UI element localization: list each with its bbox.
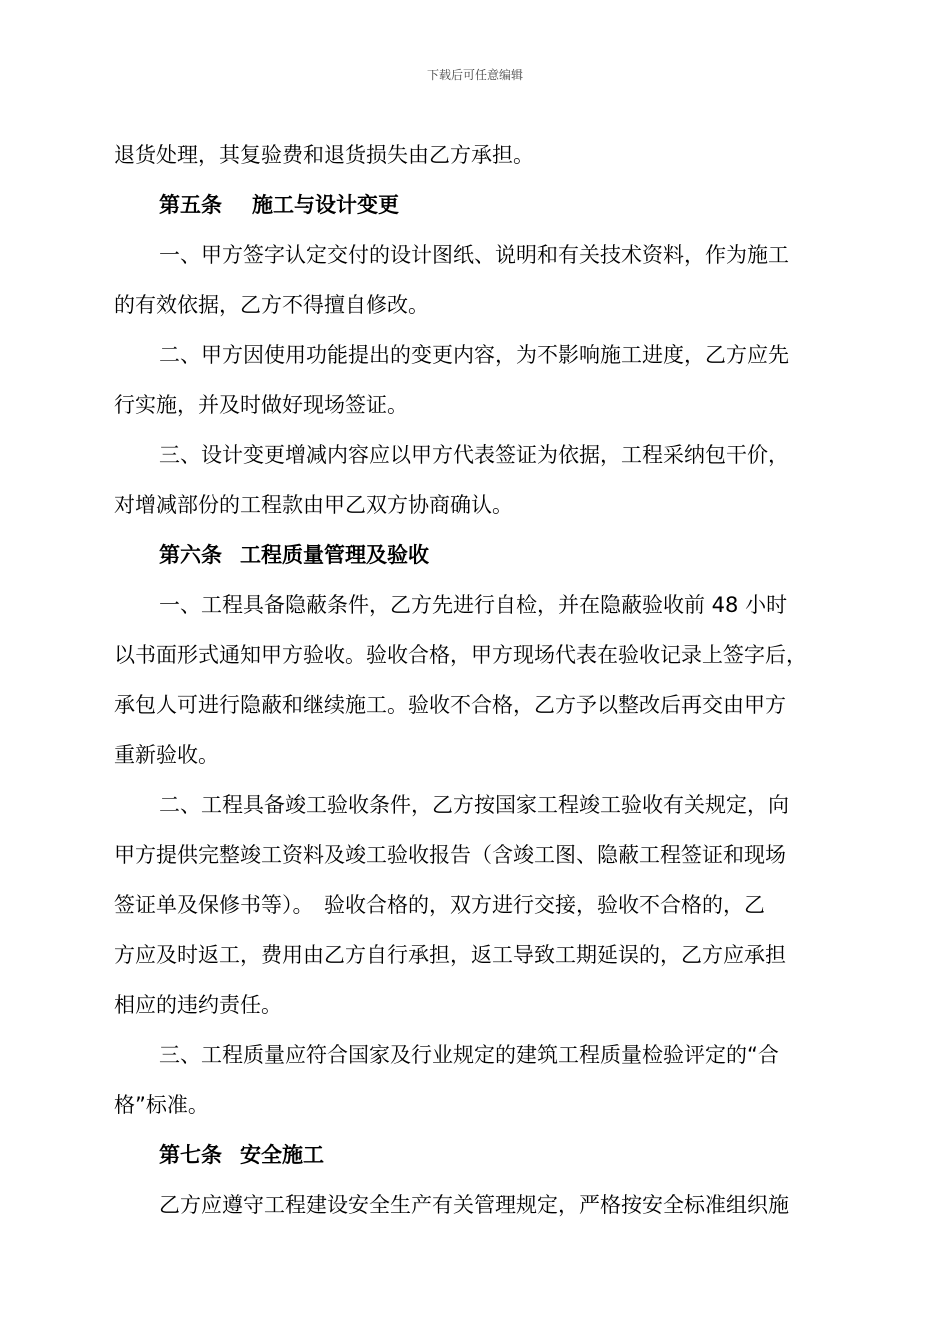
- paragraph-line: 方应及时返工，费用由乙方自行承担，返工导致工期延误的，乙方应承担: [114, 943, 786, 967]
- paragraph-line: 行实施，并及时做好现场签证。: [114, 393, 408, 417]
- paragraph-line: 重新验收。: [114, 743, 219, 767]
- paragraph-line: 三、设计变更增减内容应以甲方代表签证为依据，工程采纳包干价，: [159, 443, 789, 467]
- paragraph-line: 以书面形式通知甲方验收。验收合格，甲方现场代表在验收记录上签字后，: [114, 643, 807, 667]
- paragraph-line: 承包人可进行隐蔽和继续施工。验收不合格，乙方予以整改后再交由甲方: [114, 693, 786, 717]
- article-title: 工程质量管理及验收: [240, 543, 429, 567]
- paragraph-line: 一、工程具备隐蔽条件，乙方先进行自检，并在隐蔽验收前 48 小时: [159, 593, 788, 617]
- paragraph-line: 的有效依据，乙方不得擅自修改。: [114, 293, 429, 317]
- article-title: 安全施工: [240, 1143, 324, 1167]
- paragraph-line: 甲方提供完整竣工资料及竣工验收报告（含竣工图、隐蔽工程签证和现场: [114, 843, 786, 867]
- article-heading-7: [114, 1130, 839, 1180]
- paragraph-line: 相应的违约责任。: [114, 993, 282, 1017]
- article-title: 施工与设计变更: [252, 193, 399, 217]
- paragraph-line: 二、工程具备竣工验收条件，乙方按国家工程竣工验收有关规定，向: [159, 793, 789, 817]
- article-number: 第六条: [159, 543, 222, 567]
- paragraph-line: 对增减部份的工程款由甲乙双方协商确认。: [114, 493, 513, 517]
- paragraph-line: 一、甲方签字认定交付的设计图纸、说明和有关技术资料，作为施工: [159, 243, 789, 267]
- page-header: 下载后可任意编辑: [426, 68, 523, 82]
- article-number: 第五条: [159, 193, 222, 217]
- paragraph-line: 格”标准。: [114, 1093, 209, 1117]
- article-heading-5: [114, 180, 839, 230]
- paragraph-line: 退货处理，其复验费和退货损失由乙方承担。: [114, 143, 534, 167]
- article-number: 第七条: [159, 1143, 222, 1167]
- paragraph-line: 二、甲方因使用功能提出的变更内容，为不影响施工进度，乙方应先: [159, 343, 789, 367]
- paragraph-line: 签证单及保修书等）。 验收合格的，双方进行交接，验收不合格的，乙: [114, 893, 765, 917]
- paragraph-line: 乙方应遵守工程建设安全生产有关管理规定，严格按安全标准组织施: [159, 1193, 789, 1217]
- document-body: [114, 130, 839, 1230]
- article-heading-6: [114, 530, 839, 580]
- paragraph-line: 三、工程质量应符合国家及行业规定的建筑工程质量检验评定的“合: [159, 1043, 779, 1067]
